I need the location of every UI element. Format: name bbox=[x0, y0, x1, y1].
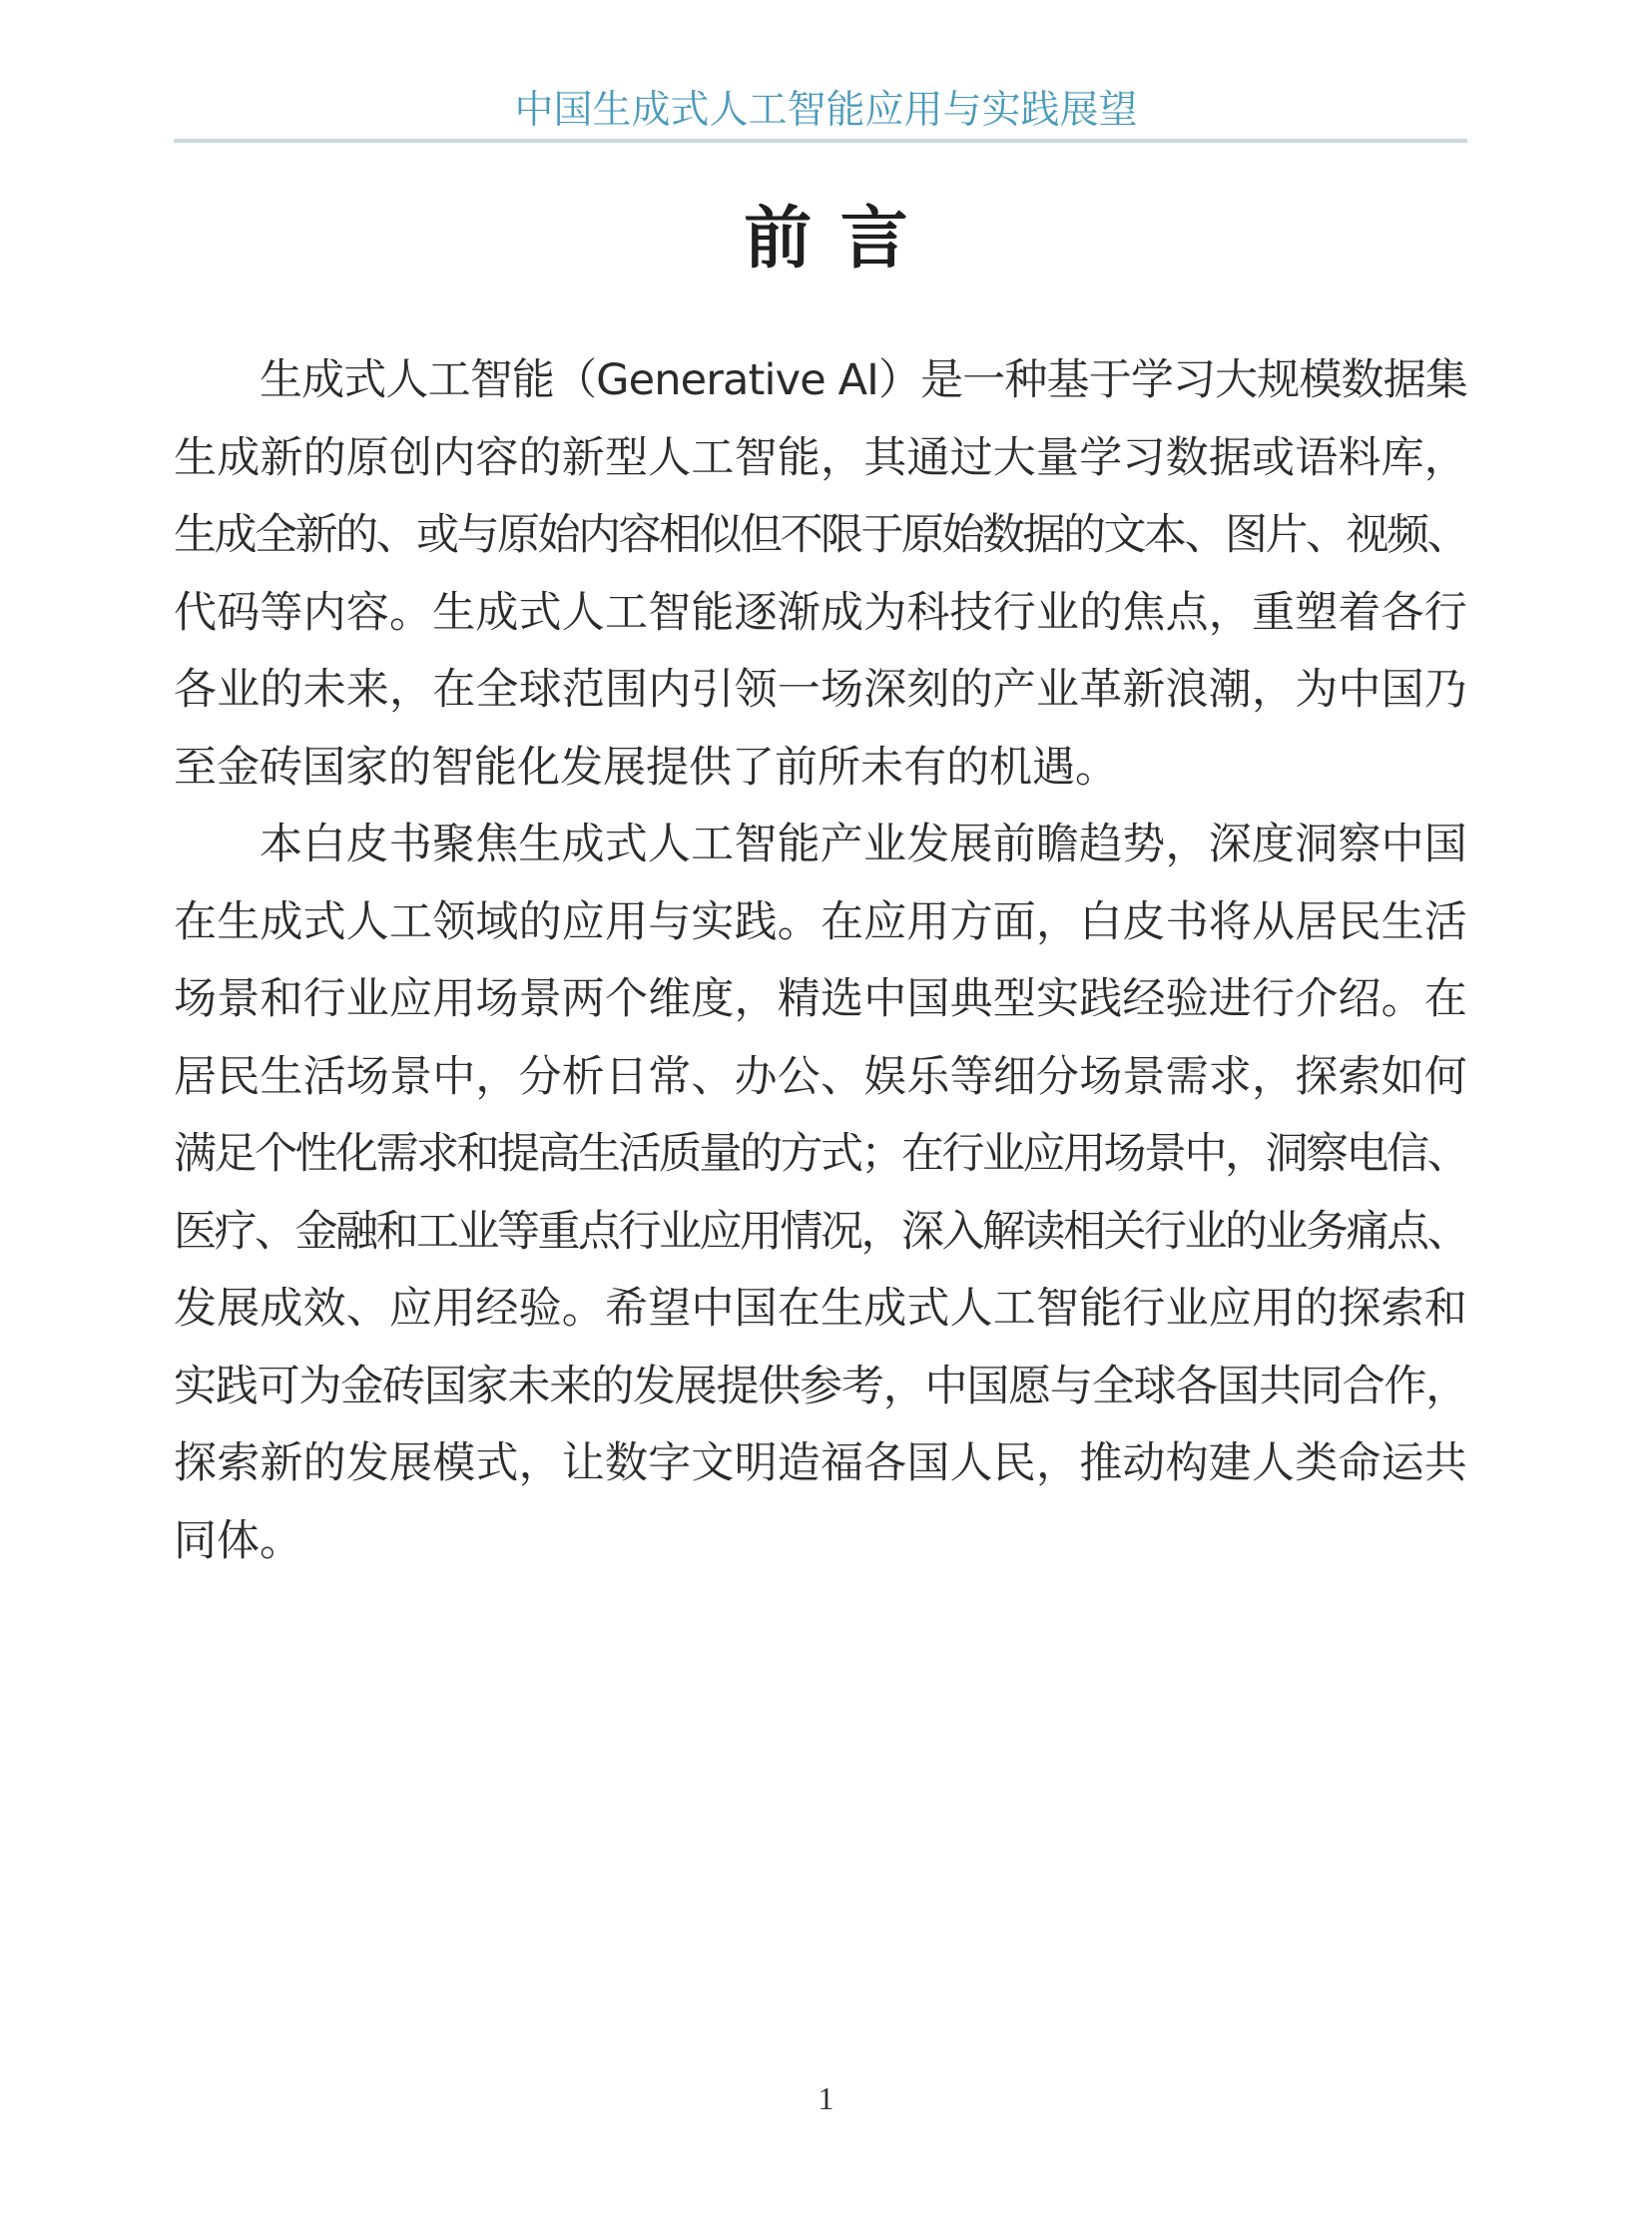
body-paragraph bbox=[174, 342, 1467, 807]
page-number: 1 bbox=[818, 2080, 834, 2116]
paragraph-line: 探索新的发展模式，让数字文明造福各国人民，推动构建人类命运共 bbox=[174, 1438, 1467, 1488]
body-paragraph bbox=[174, 807, 1467, 1580]
paragraph-line: 满足个性化需求和提高生活质量的方式；在行业应用场景中，洞察电信、 bbox=[174, 1129, 1467, 1179]
paragraph-line: 医疗、金融和工业等重点行业应用情况，深入解读相关行业的业务痛点、 bbox=[174, 1206, 1467, 1257]
paragraph-line: 生成全新的、或与原始内容相似但不限于原始数据的文本、图片、视频、 bbox=[174, 510, 1467, 560]
paragraph-line: 同体。 bbox=[174, 1515, 302, 1566]
paragraph-line: 发展成效、应用经验。希望中国在生成式人工智能行业应用的探索和 bbox=[174, 1284, 1467, 1334]
paragraph-line: 居民生活场景中，分析日常、办公、娱乐等细分场景需求，探索如何 bbox=[174, 1051, 1467, 1102]
paragraph-line: 生成新的原创内容的新型人工智能，其通过大量学习数据或语料库， bbox=[174, 432, 1467, 483]
page-title: 前言 bbox=[744, 200, 937, 279]
body-text bbox=[174, 342, 1467, 1580]
running-header: 中国生成式人工智能应用与实践展望 bbox=[514, 88, 1138, 133]
paragraph-line: 至金砖国家的智能化发展提供了前所未有的机遇。 bbox=[174, 742, 1118, 793]
header-divider bbox=[174, 139, 1467, 143]
paragraph-line: 场景和行业应用场景两个维度，精选中国典型实践经验进行介绍。在 bbox=[174, 974, 1467, 1024]
paragraph-line: 生成式人工智能（Generative AI）是一种基于学习大规模数据集 bbox=[260, 355, 1467, 405]
paragraph-line: 各业的未来，在全球范围内引领一场深刻的产业革新浪潮，为中国乃 bbox=[174, 665, 1467, 715]
paragraph-line: 本白皮书聚焦生成式人工智能产业发展前瞻趋势，深度洞察中国 bbox=[260, 820, 1467, 869]
paragraph-line: 代码等内容。生成式人工智能逐渐成为科技行业的焦点，重塑着各行 bbox=[174, 587, 1467, 638]
paragraph-line: 实践可为金砖国家未来的发展提供参考，中国愿与全球各国共同合作， bbox=[174, 1361, 1467, 1411]
paragraph-line: 在生成式人工领域的应用与实践。在应用方面，白皮书将从居民生活 bbox=[174, 896, 1467, 947]
